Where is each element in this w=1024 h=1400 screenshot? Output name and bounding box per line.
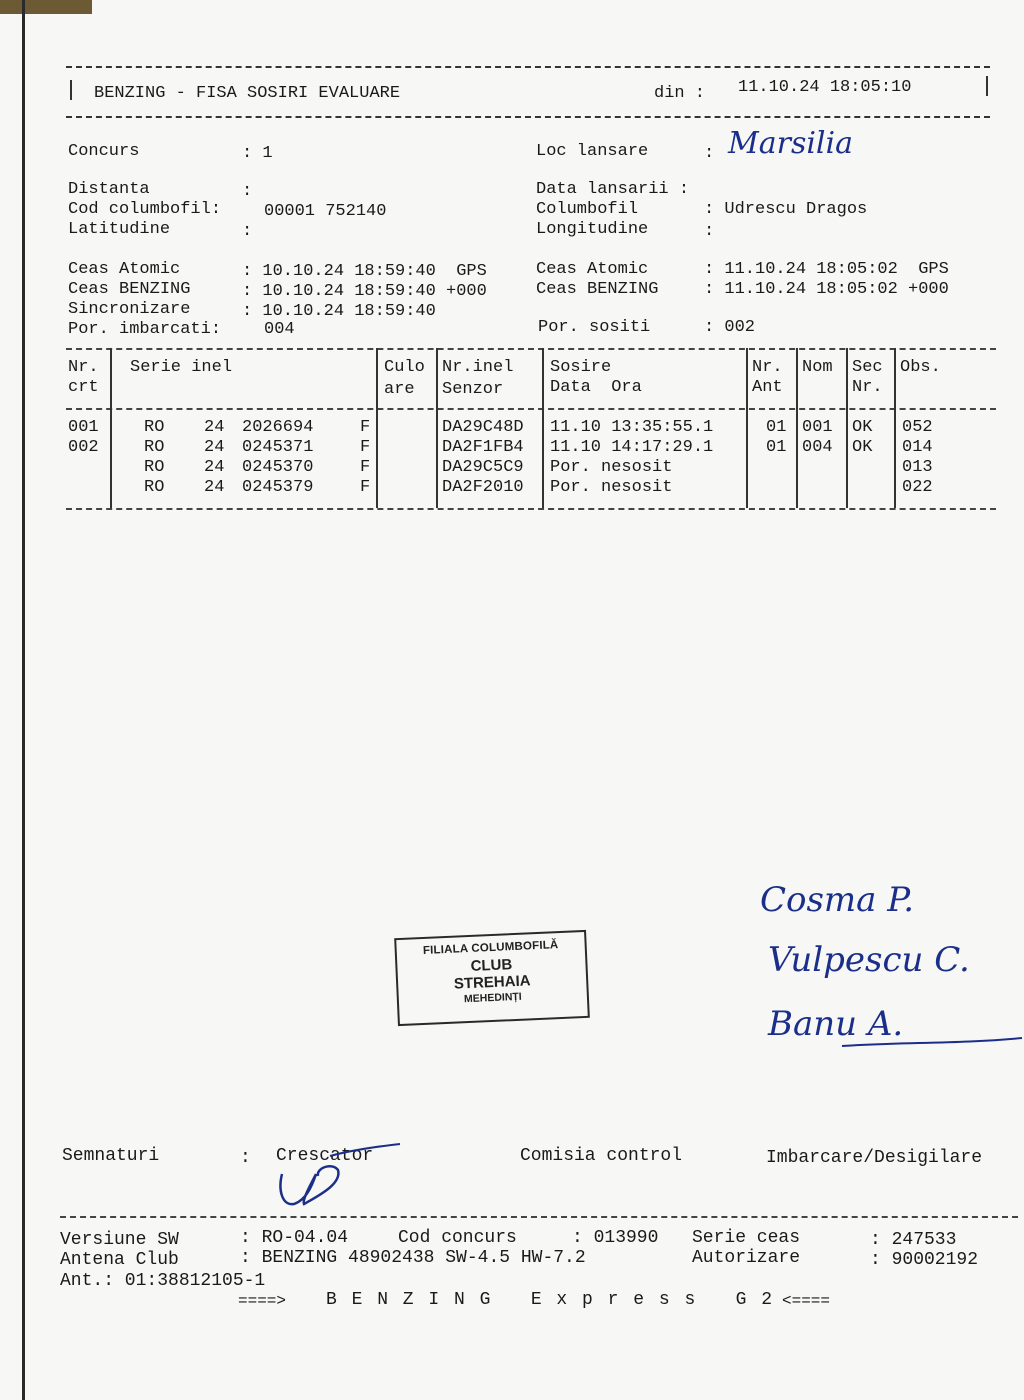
handwritten-name-3: Banu A. [768,1004,904,1044]
stamp-line-4: MEHEDINȚI [463,990,522,1006]
cell-nom: 004 [802,438,833,457]
cell-country: RO [144,438,165,457]
col-divider [110,348,112,508]
cell-nr: 001 [68,418,99,437]
cod-label: Cod columbofil: [68,200,222,219]
table-top-rule [66,348,996,350]
header-left-bar [70,80,72,100]
cell-sosire: 11.10 14:17:29.1 [550,438,714,457]
cell-ring: 0245370 [242,458,314,477]
cell-year: 24 [204,458,225,477]
cell-ring: 0245371 [242,438,314,457]
header-nr: Nr. [68,358,99,377]
cod-concurs-value: : 013990 [572,1228,659,1248]
ceas-benzing-right-value: : 11.10.24 18:05:02 +000 [704,280,949,299]
col-divider [846,348,848,508]
stamp-line-1: FILIALA COLUMBOFILĂ [422,939,559,957]
por-imbarcati-value: 004 [264,320,295,339]
cell-nom: 001 [802,418,833,437]
paper-edge [22,0,25,1400]
header-senzor: Senzor [442,380,504,399]
ceas-atomic-left-value: : 10.10.24 18:59:40 GPS [242,262,487,281]
autorizare-label: Autorizare [692,1248,801,1268]
header-nr-ant: Nr. [752,358,783,377]
cell-senzor: DA2F2010 [442,478,524,497]
loc-lansare-label: Loc lansare [536,142,649,161]
cell-sosire: Por. nesosit [550,478,673,497]
sincronizare-value: : 10.10.24 18:59:40 [242,302,436,321]
header-sosire: Sosire [550,358,612,377]
cell-year: 24 [204,438,225,457]
cell-year: 24 [204,478,225,497]
antena-label: Antena Club [60,1250,179,1270]
col-divider [894,348,896,508]
cell-ant: 01 [766,438,787,457]
imbarcare-label: Imbarcare/Desigilare [766,1148,983,1168]
header-nr-inel: Nr.inel [442,358,514,377]
cell-senzor: DA29C5C9 [442,458,524,477]
col-divider [376,348,378,508]
paper-binding-tab [0,0,92,14]
cell-country: RO [144,418,165,437]
banner-left-arrow: ====> [238,1292,287,1310]
serie-ceas-value: : 247533 [870,1230,957,1250]
concurs-value: : 1 [242,144,273,163]
cell-sex: F [360,418,371,437]
cell-sosire: 11.10 13:35:55.1 [550,418,714,437]
distanta-label: Distanta [68,180,150,199]
club-stamp [394,930,590,1026]
cell-obs: 014 [902,438,933,457]
signature-underline [840,1030,1024,1052]
din-label: din : [654,84,706,103]
antena-value: : BENZING 48902438 SW-4.5 HW-7.2 [240,1248,586,1268]
header-crt: crt [68,378,99,397]
distanta-value: : [242,182,253,201]
concurs-label: Concurs [68,142,140,161]
cell-ring: 2026694 [242,418,314,437]
semnaturi-label: Semnaturi [62,1146,160,1166]
autorizare-value: : 90002192 [870,1250,979,1270]
cod-value: 00001 752140 [264,202,387,221]
crescator-label: Crescator [276,1146,374,1166]
latitudine-label: Latitudine [68,220,171,239]
cell-nr: 002 [68,438,99,457]
col-divider [796,348,798,508]
cell-country: RO [144,478,165,497]
footer-rule [60,1216,1018,1218]
handwritten-name-1: Cosma P. [760,880,915,920]
cell-obs: 022 [902,478,933,497]
ceas-benzing-left-label: Ceas BENZING [68,280,191,299]
header-right-bar [986,76,988,96]
crescator-signature [272,1140,402,1212]
longitudine-label: Longitudine [536,220,649,239]
cell-sec: OK [852,418,873,437]
banner-right-arrow: <==== [782,1292,831,1310]
ceas-atomic-right-label: Ceas Atomic [536,260,649,279]
table-bottom-rule [66,508,996,510]
versiune-value: : RO-04.04 [240,1228,349,1248]
cell-sex: F [360,438,371,457]
columbofil-label: Columbofil [536,200,639,219]
por-sositi-label: Por. sositi [538,318,651,337]
cell-obs: 013 [902,458,933,477]
cell-senzor: DA29C48D [442,418,524,437]
cell-sec: OK [852,438,873,457]
cell-country: RO [144,458,165,477]
col-divider [542,348,544,508]
comisia-label: Comisia control [520,1146,683,1166]
handwritten-name-2: Vulpescu C. [768,940,970,980]
ceas-atomic-right-value: : 11.10.24 18:05:02 GPS [704,260,949,279]
header-are: are [384,380,415,399]
header-sec-nr: Nr. [852,378,883,397]
serie-ceas-label: Serie ceas [692,1228,801,1248]
cell-ant: 01 [766,418,787,437]
cell-sex: F [360,458,371,477]
cell-obs: 052 [902,418,933,437]
latitudine-value: : [242,222,253,241]
ceas-benzing-left-value: : 10.10.24 18:59:40 +000 [242,282,487,301]
header-culo: Culo [384,358,425,377]
ceas-atomic-left-label: Ceas Atomic [68,260,181,279]
cell-sosire: Por. nesosit [550,458,673,477]
stamp-line-3: STREHAIA [453,972,531,993]
table-header-rule [66,408,996,410]
cod-concurs-label: Cod concurs [398,1228,517,1248]
header-serie-inel: Serie inel [130,358,233,377]
banner-text: B E N Z I N G E x p r e s s G 2 [326,1290,775,1310]
longitudine-value: : [704,222,715,241]
cell-sex: F [360,478,371,497]
col-divider [436,348,438,508]
versiune-label: Versiune SW [60,1230,179,1250]
loc-lansare-handwritten: Marsilia [728,126,854,161]
header-obs: Obs. [900,358,941,377]
header-nom: Nom [802,358,833,377]
loc-lansare-sep: : [704,144,715,163]
semnaturi-sep: : [240,1148,251,1168]
sincronizare-label: Sincronizare [68,300,191,319]
stamp-line-2: CLUB [470,956,513,975]
ant-line: Ant.: 01:38812105-1 [60,1271,266,1291]
data-lansarii-label: Data lansarii : [536,180,690,199]
col-divider [746,348,748,508]
cell-year: 24 [204,418,225,437]
header-ant: Ant [752,378,783,397]
por-sositi-value: : 002 [704,318,756,337]
ceas-benzing-right-label: Ceas BENZING [536,280,659,299]
por-imbarcati-label: Por. imbarcati: [68,320,222,339]
header-sec: Sec [852,358,883,377]
cell-senzor: DA2F1FB4 [442,438,524,457]
din-value: 11.10.24 18:05:10 [738,78,912,97]
columbofil-value: : Udrescu Dragos [704,200,868,219]
page-title: BENZING - FISA SOSIRI EVALUARE [94,84,401,103]
cell-ring: 0245379 [242,478,314,497]
header-data-ora: Data Ora [550,378,642,397]
